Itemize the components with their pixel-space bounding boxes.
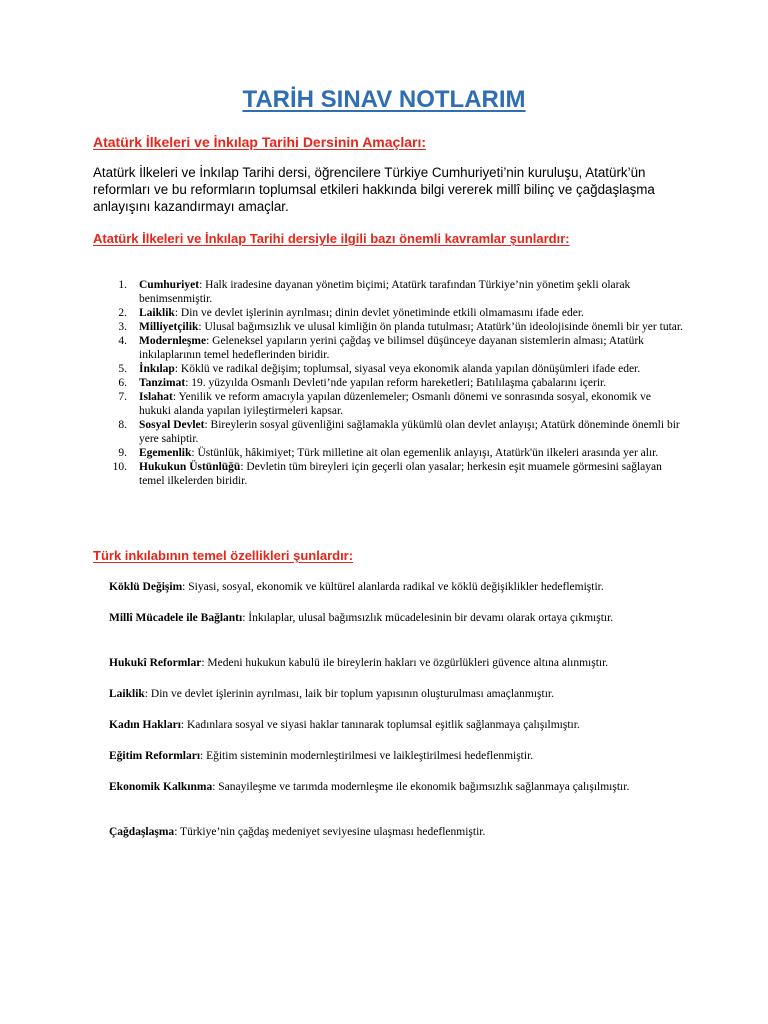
- feature-paragraph: [93, 687, 683, 701]
- list-item: [93, 320, 683, 334]
- item-number: 5.: [118, 363, 127, 375]
- list-item: [93, 390, 683, 418]
- feature-term: Laiklik: [109, 688, 145, 700]
- item-term: Cumhuriyet: [139, 279, 200, 291]
- list-item: [93, 460, 683, 488]
- item-description: : Halk iradesine dayanan yönetim biçimi; Atatürk tarafından Türkiye’nin yönetim şekli olarak benimsenmiştir.: [139, 279, 631, 305]
- item-description: : 19. yüzyılda Osmanlı Devleti’nde yapılan reform hareketleri; Batılılaşma çabalarını içerir.: [185, 377, 607, 389]
- feature-description: : Medeni hukukun kabulü ile bireylerin hakları ve özgürlükleri güvence altına alınmıştır.: [201, 657, 609, 669]
- item-number: 9.: [118, 447, 127, 459]
- item-term: Laiklik: [139, 307, 175, 319]
- feature-term: Çağdaşlaşma: [109, 826, 175, 838]
- item-term: Modernleşme: [139, 335, 207, 347]
- feature-term: Kadın Hakları: [109, 719, 181, 731]
- list-item: [93, 362, 683, 376]
- item-description: : Köklü ve radikal değişim; toplumsal, siyasal veya ekonomik alanda yapılan dönüşümleri ifade eder.: [174, 363, 641, 375]
- item-term: Egemenlik: [139, 447, 192, 459]
- feature-paragraph: [93, 749, 683, 763]
- feature-paragraph: [93, 825, 683, 839]
- intro-paragraph: Atatürk İlkeleri ve İnkılap Tarihi dersi, öğrencilere Türkiye Cumhuriyeti’nin kuruluşu, Atatürk’ün reformları ve bu reformların toplumsal etkileri hakkında bilgi vererek millî bilinç ve çağdaşlaşma anlayışını kazandırmayı amaçlar.: [93, 165, 655, 214]
- item-number: 3.: [118, 321, 127, 333]
- item-term: Sosyal Devlet: [139, 419, 205, 431]
- section-heading-features: Türk inkılabının temel özellikleri şunlardır:: [93, 548, 354, 563]
- item-term: İnkılap: [139, 363, 175, 375]
- feature-description: : Türkiye’nin çağdaş medeniyet seviyesine ulaşması hedeflenmiştir.: [174, 826, 486, 838]
- item-number: 7.: [118, 391, 127, 403]
- section-heading-concepts: Atatürk İlkeleri ve İnkılap Tarihi dersiyle ilgili bazı önemli kavramlar şunlardır:: [93, 231, 570, 246]
- item-number: 8.: [118, 419, 127, 431]
- feature-description: : Sanayileşme ve tarımda modernleşme ile ekonomik bağımsızlık sağlanmaya çalışılmıştır.: [212, 781, 630, 793]
- item-number: 4.: [118, 335, 127, 347]
- section-heading-aims: Atatürk İlkeleri ve İnkılap Tarihi Dersinin Amaçları:: [93, 134, 427, 150]
- feature-term: Millî Mücadele ile Bağlantı: [109, 612, 243, 624]
- feature-paragraph: [93, 611, 683, 625]
- feature-description: : İnkılaplar, ulusal bağımsızlık mücadelesinin bir devamı olarak ortaya çıkmıştır.: [242, 612, 614, 624]
- item-term: Islahat: [139, 391, 173, 403]
- item-description: : Ulusal bağımsızlık ve ulusal kimliğin ön planda tutulması; Atatürk’ün ideolojisinde önemli bir yer tutar.: [198, 321, 683, 333]
- feature-paragraph: [93, 780, 683, 794]
- list-item: [93, 306, 683, 320]
- feature-term: Köklü Değişim: [109, 581, 183, 593]
- list-item: [93, 418, 683, 446]
- feature-description: : Siyasi, sosyal, ekonomik ve kültürel alanlarda radikal ve köklü değişiklikler hedeflemiştir.: [182, 581, 604, 593]
- page-title: TARİH SINAV NOTLARIM: [242, 86, 526, 113]
- item-number: 10.: [112, 461, 127, 473]
- feature-paragraph: [93, 656, 683, 670]
- item-description: : Din ve devlet işlerinin ayrılması; dinin devlet yönetiminde etkili olmamasını ifade eder.: [174, 307, 584, 319]
- feature-term: Ekonomik Kalkınma: [109, 781, 213, 793]
- item-number: 1.: [118, 279, 127, 291]
- feature-paragraph: [93, 718, 683, 732]
- feature-term: Eğitim Reformları: [109, 750, 201, 762]
- feature-description: : Din ve devlet işlerinin ayrılması, laik bir toplum yapısının oluşturulması amaçlanmıştır.: [144, 688, 554, 700]
- item-description: : Bireylerin sosyal güvenliğini sağlamakla yükümlü olan devlet anlayışı; Atatürk döneminde önemli bir yere sahiptir.: [139, 419, 680, 445]
- item-description: : Üstünlük, hâkimiyet; Türk milletine ait olan egemenlik anlayışı, Atatürk'ün ilkeleri arasında yer alır.: [191, 447, 659, 459]
- list-item: [93, 278, 683, 306]
- item-description: : Yenilik ve reform amacıyla yapılan düzenlemeler; Osmanlı dönemi ve sonrasında sosyal, ekonomik ve hukuki alanda yapılan iyileştirmeleri kapsar.: [139, 391, 651, 417]
- list-item: [93, 446, 683, 460]
- list-item: [93, 334, 683, 362]
- feature-paragraph: [93, 580, 683, 594]
- list-item: [93, 376, 683, 390]
- item-description: : Devletin tüm bireyleri için geçerli olan yasalar; herkesin eşit muamele görmesini sağlayan temel ilkelerden biridir.: [139, 461, 662, 487]
- item-term: Milliyetçilik: [139, 321, 199, 333]
- feature-description: : Eğitim sisteminin modernleştirilmesi ve laikleştirilmesi hedeflenmiştir.: [200, 750, 534, 762]
- item-number: 6.: [118, 377, 127, 389]
- item-term: Tanzimat: [139, 377, 186, 389]
- feature-term: Hukukî Reformlar: [109, 657, 202, 669]
- item-number: 2.: [118, 307, 127, 319]
- feature-description: : Kadınlara sosyal ve siyasi haklar tanınarak toplumsal eşitlik sağlanmaya çalışılmıştır.: [180, 719, 580, 731]
- concepts-list: [93, 278, 683, 488]
- item-description: : Geleneksel yapıların yerini çağdaş ve bilimsel düşünceye dayanan sistemlerin alması; Atatürk inkılaplarının temel hedeflerinden biridir.: [139, 335, 644, 361]
- item-term: Hukukun Üstünlüğü: [139, 461, 241, 473]
